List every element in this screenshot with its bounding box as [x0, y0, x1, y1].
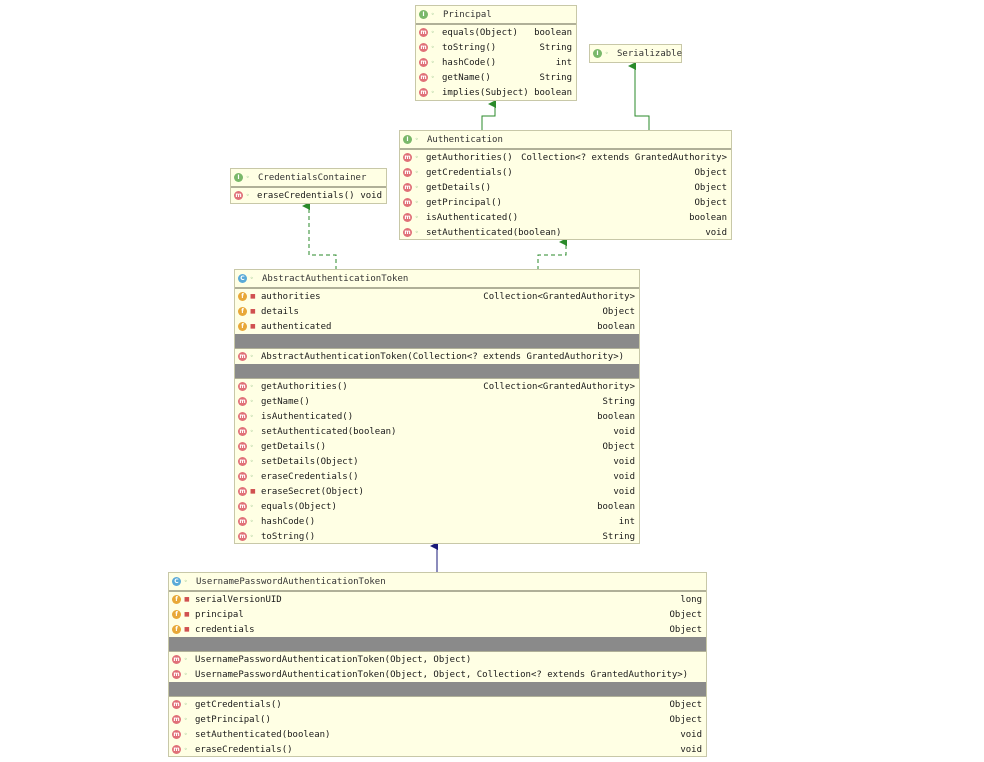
section-separator	[235, 364, 639, 378]
public-icon: ◦	[415, 228, 419, 236]
method-row[interactable]	[235, 439, 639, 454]
private-icon: ■	[250, 292, 256, 300]
method-icon: m	[239, 503, 246, 510]
field-row[interactable]	[169, 592, 706, 607]
interface-icon: I	[403, 135, 412, 144]
method-row[interactable]	[235, 454, 639, 469]
member-type: Object	[694, 197, 727, 208]
member-name: equals(Object)	[261, 501, 337, 512]
method-icon: m	[239, 428, 246, 435]
member-type: Object	[669, 624, 702, 635]
method-icon: m	[404, 229, 411, 236]
private-icon: ■	[250, 487, 256, 495]
class-icon: C	[172, 577, 181, 586]
member-type: void	[613, 456, 635, 467]
member-name: details	[261, 306, 299, 317]
public-icon: ◦	[250, 457, 254, 465]
public-icon: ◦	[250, 472, 254, 480]
public-icon: ◦	[184, 655, 188, 663]
public-icon: ◦	[415, 213, 419, 221]
member-type: Collection<GrantedAuthority>	[483, 381, 635, 392]
class-header	[169, 573, 706, 591]
public-icon: ◦	[184, 700, 188, 708]
member-type: Collection<? extends GrantedAuthority>	[521, 152, 727, 163]
method-icon: m	[173, 656, 180, 663]
method-icon: m	[239, 488, 246, 495]
method-icon: m	[173, 671, 180, 678]
method-icon: m	[173, 701, 180, 708]
member-name: getCredentials()	[195, 699, 282, 710]
public-icon: ◦	[184, 730, 188, 738]
method-icon: m	[239, 518, 246, 525]
member-name: getDetails()	[261, 441, 327, 452]
method-row[interactable]	[416, 40, 576, 55]
methods-section	[400, 149, 731, 240]
member-type: void	[705, 227, 727, 238]
method-row[interactable]	[416, 55, 576, 70]
member-type: String	[539, 42, 572, 53]
class-name: UsernamePasswordAuthenticationToken	[196, 576, 386, 587]
member-name: serialVersionUID	[195, 594, 282, 605]
method-row[interactable]	[169, 652, 706, 667]
member-name: setDetails(Object)	[261, 456, 359, 467]
class-header	[590, 45, 681, 62]
section-separator	[235, 334, 639, 348]
abstract-implements-authentication	[538, 242, 566, 270]
member-name: implies(Subject)	[442, 87, 529, 98]
public-icon: ◦	[250, 274, 254, 282]
methods-section	[231, 187, 386, 203]
field-icon: f	[172, 610, 181, 619]
member-name: getPrincipal()	[426, 197, 502, 208]
public-icon: ◦	[250, 517, 254, 525]
public-icon: ◦	[250, 397, 254, 405]
member-name: getDetails()	[426, 182, 492, 193]
method-row[interactable]	[235, 394, 639, 409]
field-row[interactable]	[169, 622, 706, 637]
field-row[interactable]	[235, 304, 639, 319]
public-icon: ◦	[431, 43, 435, 51]
member-type: Object	[602, 441, 635, 452]
method-row[interactable]	[169, 727, 706, 742]
private-icon: ■	[184, 625, 190, 633]
member-name: AbstractAuthenticationToken(Collection<? extends GrantedAuthority>)	[261, 351, 625, 362]
method-icon: m	[404, 169, 411, 176]
member-type: void	[680, 729, 702, 740]
credentials-container-class-box[interactable]	[230, 168, 387, 204]
field-row[interactable]	[235, 289, 639, 304]
method-row[interactable]	[400, 165, 731, 180]
method-icon: m	[239, 458, 246, 465]
field-icon: f	[172, 625, 181, 634]
member-name: getName()	[261, 396, 310, 407]
private-icon: ■	[184, 595, 190, 603]
class-name: Authentication	[427, 134, 503, 145]
method-icon: m	[239, 533, 246, 540]
abstract-implements-credentials	[309, 206, 336, 270]
class-header	[235, 270, 639, 288]
authentication-extends-principal	[482, 104, 495, 131]
member-type: boolean	[534, 27, 572, 38]
member-name: getAuthorities()	[426, 152, 513, 163]
public-icon: ◦	[184, 745, 188, 753]
public-icon: ◦	[250, 412, 254, 420]
field-row[interactable]	[169, 607, 706, 622]
public-icon: ◦	[605, 49, 609, 57]
public-icon: ◦	[250, 532, 254, 540]
public-icon: ◦	[246, 173, 250, 181]
method-icon: m	[173, 716, 180, 723]
public-icon: ◦	[250, 382, 254, 390]
member-name: toString()	[261, 531, 316, 542]
authentication-extends-serializable	[635, 66, 649, 131]
class-icon: C	[238, 274, 247, 283]
private-icon: ■	[250, 307, 256, 315]
member-name: setAuthenticated(boolean)	[261, 426, 397, 437]
constructors-section	[169, 651, 706, 682]
private-icon: ■	[184, 610, 190, 618]
member-name: isAuthenticated()	[261, 411, 354, 422]
member-type: boolean	[597, 411, 635, 422]
method-icon: m	[420, 74, 427, 81]
member-type: Object	[669, 609, 702, 620]
method-icon: m	[404, 154, 411, 161]
public-icon: ◦	[246, 191, 250, 199]
method-row[interactable]	[169, 697, 706, 712]
class-name: CredentialsContainer	[258, 172, 367, 183]
member-name: getCredentials()	[426, 167, 513, 178]
method-icon: m	[239, 473, 246, 480]
public-icon: ◦	[415, 198, 419, 206]
method-row[interactable]	[235, 499, 639, 514]
member-name: principal	[195, 609, 244, 620]
method-icon: m	[420, 29, 427, 36]
method-row[interactable]	[416, 25, 576, 40]
member-type: int	[618, 516, 635, 527]
method-row[interactable]	[400, 150, 731, 165]
method-row[interactable]	[235, 349, 639, 364]
method-row[interactable]	[169, 742, 706, 757]
member-type: int	[555, 57, 572, 68]
method-icon: m	[239, 443, 246, 450]
member-type: Object	[602, 306, 635, 317]
class-name: AbstractAuthenticationToken	[262, 273, 409, 284]
method-icon: m	[404, 199, 411, 206]
method-row[interactable]	[235, 424, 639, 439]
member-type: boolean	[597, 321, 635, 332]
public-icon: ◦	[184, 715, 188, 723]
member-name: setAuthenticated(boolean)	[195, 729, 331, 740]
member-name: credentials	[195, 624, 255, 635]
member-name: UsernamePasswordAuthenticationToken(Object, Object, Collection<? extends GrantedAuthority>)	[195, 669, 689, 680]
method-icon: m	[173, 746, 180, 753]
method-icon: m	[420, 44, 427, 51]
method-icon: m	[235, 192, 242, 199]
public-icon: ◦	[431, 10, 435, 18]
public-icon: ◦	[415, 183, 419, 191]
member-name: eraseCredentials()	[195, 744, 293, 755]
method-icon: m	[420, 89, 427, 96]
member-name: authenticated	[261, 321, 332, 332]
field-icon: f	[238, 322, 247, 331]
public-icon: ◦	[184, 670, 188, 678]
public-icon: ◦	[415, 153, 419, 161]
method-row[interactable]	[235, 484, 639, 499]
method-icon: m	[420, 59, 427, 66]
method-icon: m	[239, 383, 246, 390]
member-type: Object	[694, 167, 727, 178]
member-type: long	[680, 594, 702, 605]
username-password-authentication-token-class-box[interactable]	[168, 572, 707, 757]
public-icon: ◦	[415, 168, 419, 176]
field-icon: f	[238, 292, 247, 301]
class-name: Principal	[443, 9, 492, 20]
method-icon: m	[239, 413, 246, 420]
method-row[interactable]	[400, 180, 731, 195]
public-icon: ◦	[250, 427, 254, 435]
fields-section	[235, 288, 639, 334]
public-icon: ◦	[431, 58, 435, 66]
class-header	[231, 169, 386, 187]
class-header	[400, 131, 731, 149]
method-row[interactable]	[400, 210, 731, 225]
method-row[interactable]	[416, 85, 576, 100]
public-icon: ◦	[415, 135, 419, 143]
method-row[interactable]	[235, 469, 639, 484]
public-icon: ◦	[431, 28, 435, 36]
member-name: setAuthenticated(boolean)	[426, 227, 562, 238]
method-row[interactable]	[400, 225, 731, 240]
member-type: void	[613, 486, 635, 497]
class-name: Serializable	[617, 48, 683, 59]
member-type: String	[602, 396, 635, 407]
interface-icon: I	[419, 10, 428, 19]
member-name: hashCode()	[261, 516, 316, 527]
public-icon: ◦	[431, 73, 435, 81]
member-name: eraseCredentials()	[257, 190, 355, 201]
member-type: String	[602, 531, 635, 542]
member-name: getAuthorities()	[261, 381, 348, 392]
method-row[interactable]	[235, 529, 639, 544]
member-name: equals(Object)	[442, 27, 518, 38]
member-type: boolean	[597, 501, 635, 512]
member-type: void	[680, 744, 702, 755]
method-row[interactable]	[231, 188, 386, 203]
member-type: boolean	[534, 87, 572, 98]
class-header	[416, 6, 576, 24]
member-type: void	[613, 471, 635, 482]
member-name: toString()	[442, 42, 497, 53]
public-icon: ◦	[431, 88, 435, 96]
principal-class-box[interactable]	[415, 5, 577, 101]
section-separator	[169, 682, 706, 696]
interface-icon: I	[593, 49, 602, 58]
method-row[interactable]	[416, 70, 576, 85]
private-icon: ■	[250, 322, 256, 330]
public-icon: ◦	[250, 502, 254, 510]
member-type: void	[360, 190, 382, 201]
method-row[interactable]	[169, 712, 706, 727]
method-row[interactable]	[235, 379, 639, 394]
member-name: UsernamePasswordAuthenticationToken(Object, Object)	[195, 654, 472, 665]
member-name: authorities	[261, 291, 321, 302]
method-icon: m	[404, 184, 411, 191]
method-icon: m	[404, 214, 411, 221]
method-icon: m	[239, 353, 246, 360]
methods-section	[416, 24, 576, 100]
member-name: eraseCredentials()	[261, 471, 359, 482]
member-name: isAuthenticated()	[426, 212, 519, 223]
method-row[interactable]	[400, 195, 731, 210]
member-type: Object	[669, 714, 702, 725]
serializable-class-box[interactable]	[589, 44, 682, 63]
method-row[interactable]	[235, 409, 639, 424]
public-icon: ◦	[250, 442, 254, 450]
method-row[interactable]	[235, 514, 639, 529]
section-separator	[169, 637, 706, 651]
method-icon: m	[239, 398, 246, 405]
member-type: Collection<GrantedAuthority>	[483, 291, 635, 302]
interface-icon: I	[234, 173, 243, 182]
public-icon: ◦	[184, 577, 188, 585]
methods-section	[235, 378, 639, 544]
member-type: String	[539, 72, 572, 83]
field-icon: f	[238, 307, 247, 316]
member-name: hashCode()	[442, 57, 497, 68]
method-icon: m	[173, 731, 180, 738]
methods-section	[169, 696, 706, 757]
member-type: Object	[669, 699, 702, 710]
method-row[interactable]	[169, 667, 706, 682]
authentication-class-box[interactable]	[399, 130, 732, 240]
abstract-authentication-token-class-box[interactable]	[234, 269, 640, 544]
member-type: boolean	[689, 212, 727, 223]
field-icon: f	[172, 595, 181, 604]
member-name: getPrincipal()	[195, 714, 271, 725]
field-row[interactable]	[235, 319, 639, 334]
public-icon: ◦	[250, 352, 254, 360]
member-name: eraseSecret(Object)	[261, 486, 364, 497]
member-type: Object	[694, 182, 727, 193]
constructors-section	[235, 348, 639, 364]
fields-section	[169, 591, 706, 637]
member-type: void	[613, 426, 635, 437]
member-name: getName()	[442, 72, 491, 83]
